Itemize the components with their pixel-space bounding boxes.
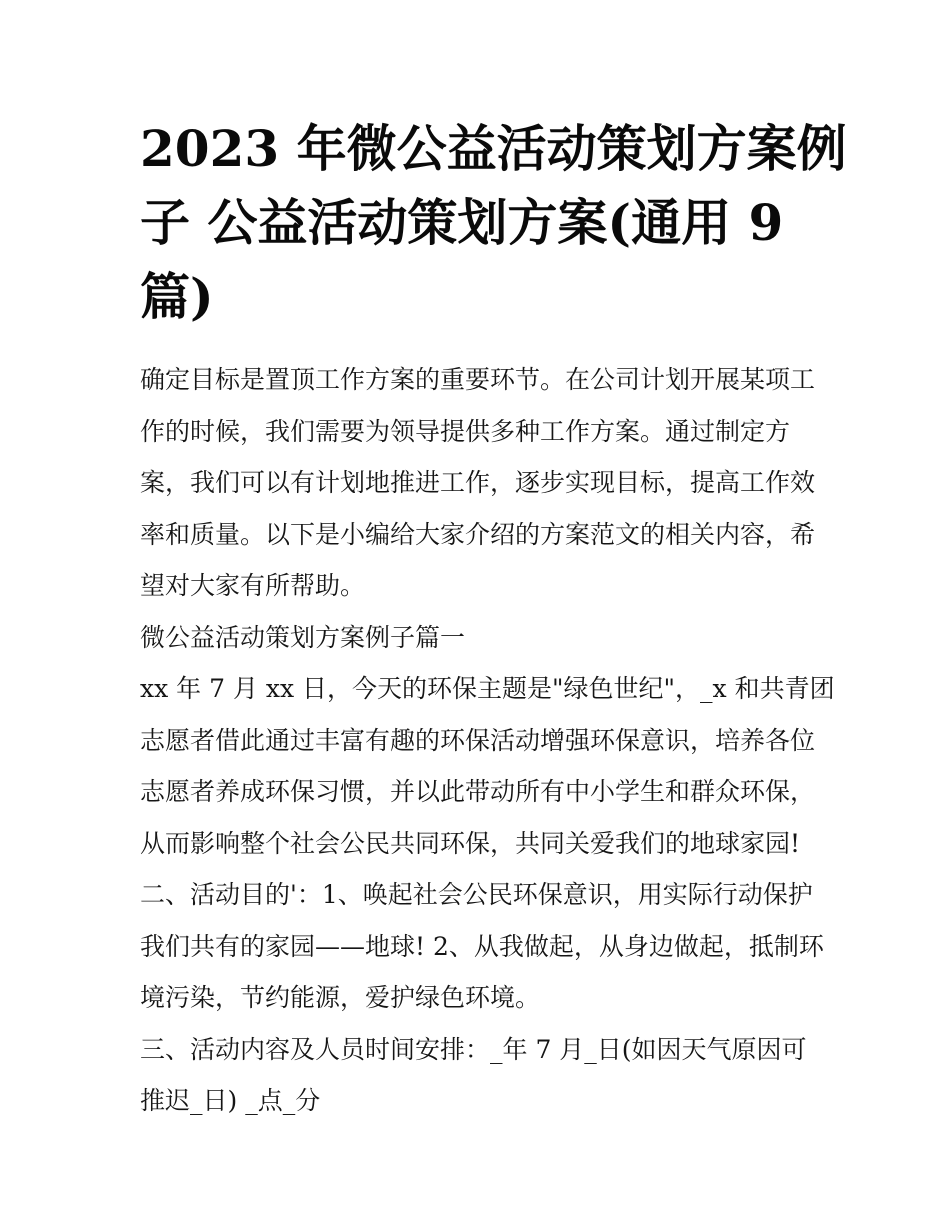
text-line: 志愿者借此通过丰富有趣的环保活动增强环保意识，培养各位 [140,725,816,755]
text-line: xx 年 7 月 xx 日，今天的环保主题是"绿色世纪"，_x 和共青团 [140,674,835,703]
document-title [140,112,847,334]
text-line: 案，我们可以有计划地推进工作，逐步实现目标，提高工作效 [140,468,816,497]
title-line: 2023 年微公益活动策划方案例 [140,119,847,178]
text-line: 我们共有的家园——地球! 2、从我做起，从身边做起，抵制环 [140,931,824,961]
purpose-paragraph [140,869,824,1024]
text-line: 境污染，节约能源，爱护绿色环境。 [140,983,541,1012]
document-body [140,354,835,1127]
document-page [140,112,847,1127]
text-line: 率和质量。以下是小编给大家介绍的方案范文的相关内容，希 [140,519,816,549]
text-line: 二、活动目的'：1、唤起社会公民环保意识，用实际行动保护 [140,880,813,909]
schedule-paragraph [140,1024,820,1127]
title-line: 子 公益活动策划方案(通用 9 [140,193,784,252]
event-paragraph [140,663,835,869]
text-line: 推迟_日) _点_分 [140,1086,321,1115]
section-heading [140,612,820,664]
text-line: 确定目标是置顶工作方案的重要环节。在公司计划开展某项工 [140,365,816,394]
text-line: 微公益活动策划方案例子篇一 [140,622,466,652]
text-line: 志愿者养成环保习惯，并以此带动所有中小学生和群众环保， [140,777,816,806]
intro-paragraph [140,354,820,612]
text-line: 望对大家有所帮助。 [140,571,366,600]
text-line: 从而影响整个社会公民共同环保，共同关爱我们的地球家园! [140,828,801,858]
text-line: 作的时候，我们需要为领导提供多种工作方案。通过制定方 [140,416,791,446]
title-line: 篇) [140,267,214,326]
text-line: 三、活动内容及人员时间安排：_年 7 月_日(如因天气原因可 [140,1034,807,1064]
